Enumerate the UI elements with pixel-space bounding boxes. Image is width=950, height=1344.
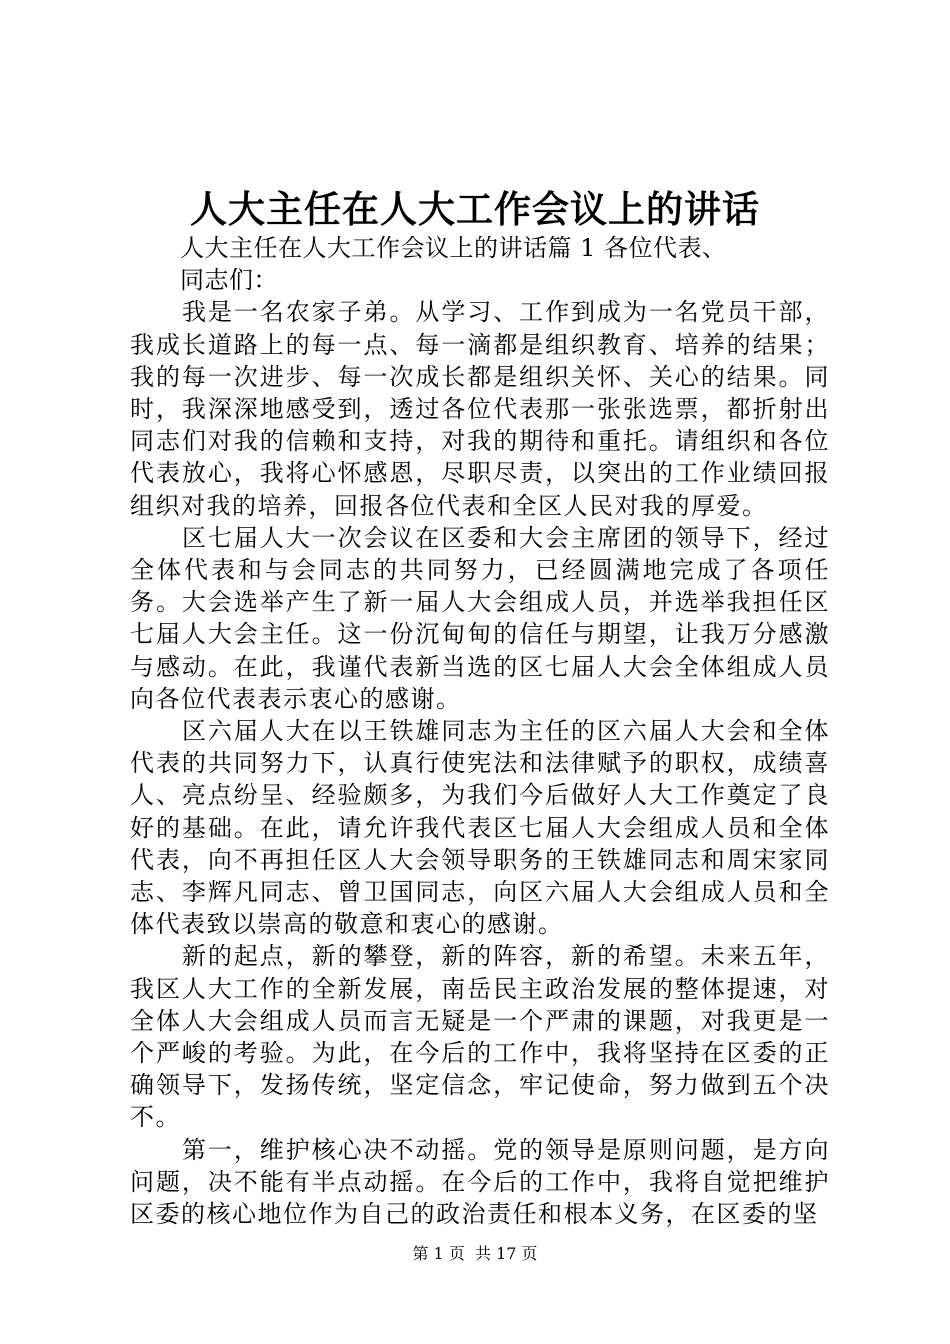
intro-line-1: 人大主任在人大工作会议上的讲话篇 1 各位代表、 <box>180 234 727 262</box>
document-body <box>130 232 830 1230</box>
paragraph: 我是一名农家子弟。从学习、工作到成为一名党员干部，我成长道路上的每一点、每一滴都是组织教育、培养的结果；我的每一次进步、每一次成长都是组织关怀、关心的结果。同时，我深深地感受到，透过各位代表那一张张选票，都折射出同志们对我的信赖和支持，对我的期待和重托。请组织和各位代表放心，我将心怀感恩，尽职尽责，以突出的工作业绩回报组织对我的培养，回报各位代表和全区人民对我的厚爱。 <box>130 298 830 520</box>
page-number-label: 第 1 页 共 17 页 <box>412 1244 538 1263</box>
document-title: 人大主任在人大工作会议上的讲话 <box>190 187 760 231</box>
page-footer <box>0 1242 950 1266</box>
paragraph: 区七届人大一次会议在区委和大会主席团的领导下，经过全体代表和与会同志的共同努力，已经圆满地完成了各项任务。大会选举产生了新一届人大会组成人员，并选举我担任区七届人大会主任。这一份沉甸甸的信任与期望，让我万分感激与感动。在此，我谨代表新当选的区七届人大会全体组成人员向各位代表表示衷心的感谢。 <box>130 523 830 713</box>
paragraph: 第一，维护核心决不动摇。党的领导是原则问题，是方向问题，决不能有半点动摇。在今后的工作中，我将自觉把维护区委的核心地位作为自己的政治责任和根本义务，在区委的坚 <box>130 1135 830 1229</box>
paragraph: 区六届人大在以王铁雄同志为主任的区六届人大会和全体代表的共同努力下，认真行使宪法和法律赋予的职权，成绩喜人、亮点纷呈、经验颇多，为我们今后做好人大工作奠定了良好的基础。在此，请允许我代表区七届人大会组成人员和全体代表，向不再担任区人大会领导职务的王铁雄同志和周宋家同志、李辉凡同志、曾卫国同志，向区六届人大会组成人员和全体代表致以崇高的敬意和衷心的感谢。 <box>130 717 830 939</box>
intro-line-2: 同志们： <box>180 266 278 295</box>
paragraph: 新的起点，新的攀登，新的阵容，新的希望。未来五年，我区人大工作的全新发展，南岳民主政治发展的整体提速，对全体人大会组成人员而言无疑是一个严肃的课题，对我更是一个严峻的考验。为此，在今后的工作中，我将坚持在区委的正确领导下，发扬传统，坚定信念，牢记使命，努力做到五个决不。 <box>130 942 830 1132</box>
